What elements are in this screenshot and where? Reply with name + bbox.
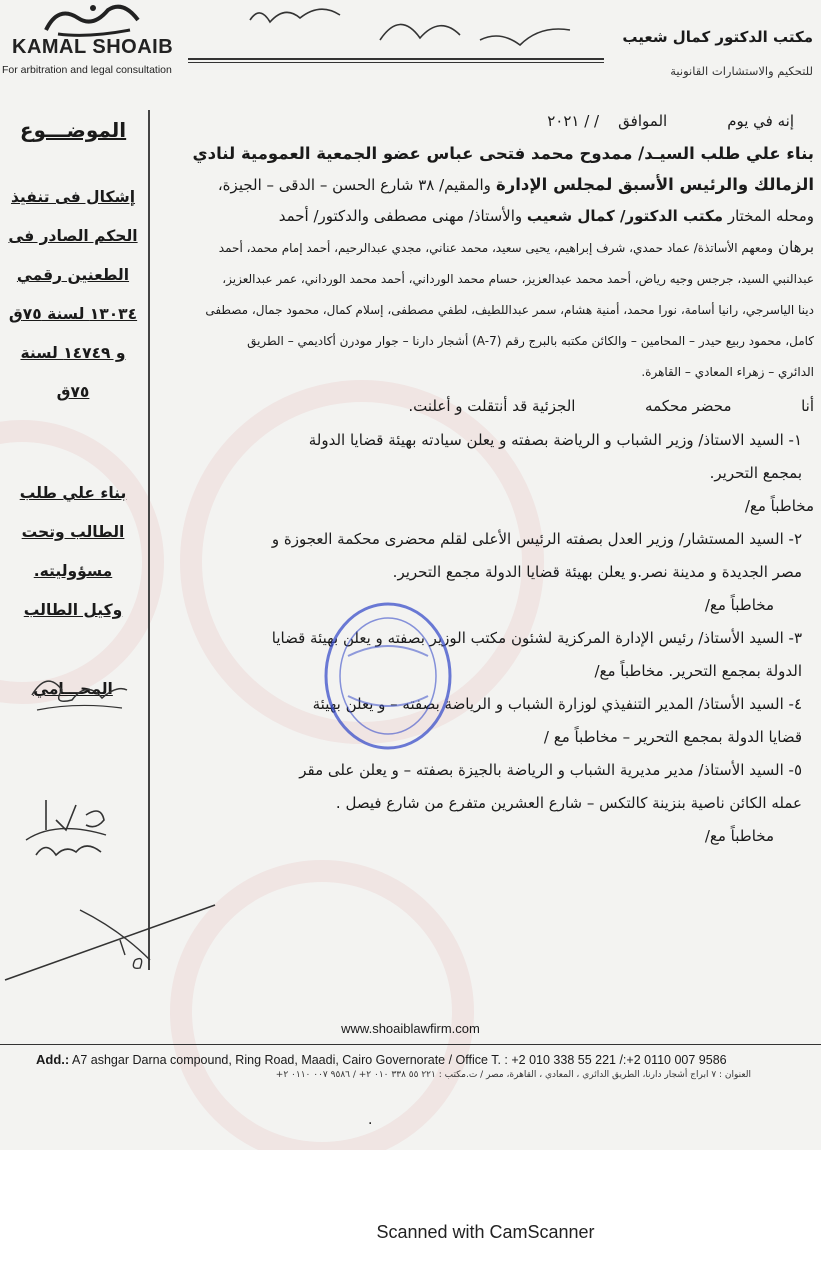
requester-line-3: ومحله المختار مكتب الدكتور/ كمال شعيب والأستاذ/ مهنى مصطفى والدكتور/ أحمد: [278, 207, 814, 225]
subject-sidebar: [2, 118, 144, 709]
recipient-item-2: ٢- السيد المستشار/ وزير العدل بصفته الرئيس الأعلى لقلم محضرى محكمة العجوزة و مصر الجديدة و مدينة نصر.و يعلن بهيئة قضايا الدولة مجمع التحرير. مخاطباً مع/: [271, 530, 802, 614]
requester-line-1: بناء علي طلب السيـد/ ممدوح محمد فتحى عباس عضو الجمعية العمومية لنادي: [192, 144, 814, 163]
lawyers-line-7: كامل، محمود ربيع حيدر – المحامين – والكائن مكتبه بالبرج رقم (A-7) أشجار دارنا – جوار مودرن أكاديمي – الطريق: [247, 334, 814, 348]
logo-calligraphy-icon: [38, 0, 148, 40]
office-subtitle: للتحكيم والاستشارات القانونية: [670, 64, 813, 78]
subject-title: الموضـــوع: [19, 118, 127, 142]
footer-address-ar: العنوان : ٧ ابراج أشجار دارنا، الطريق الدائري ، المعادي ، القاهرة، مصر / ت.مكتب : ٢٢١ ٥٥ ٣٣٨ ٠١٠ ٢+ / ٩٥٨٦ ٠٠٧ ٠١١٠ ٢+: [275, 1070, 751, 1080]
office-name: مكتب الدكتور كمال شعيب: [622, 28, 813, 46]
recipient-item-3: ٣- السيد الأستاذ/ رئيس الإدارة المركزية لشئون مكتب الوزير بصفته و يعلن بهيئة قضايا الدولة بمجمع التحرير. مخاطباً مع/: [271, 629, 802, 680]
footer-divider: [0, 1044, 821, 1045]
lawyer-signature: [22, 660, 132, 720]
subject-text: إشكال فى تنفيذ الحكم الصادر فى الطعنين رقمي ١٣٠٣٤ لسنة ٧٥ق و ١٤٧٤٩ لسنة ٧٥ق: [8, 188, 138, 401]
handwritten-scribble-header: [230, 0, 590, 55]
page-dot: .: [368, 1112, 373, 1128]
bailiff-line: أنا محضر محكمه الجزئية قد أنتقلت و أعلنت.: [408, 397, 814, 415]
logo-tagline: For arbitration and legal consultation: [2, 64, 172, 76]
recipient-item-1: ١- السيد الاستاذ/ وزير الشباب و الرياضة بصفته و يعلن سيادته بهيئة قضايا الدولة بمجمع التحرير. مخاطباً مع/: [308, 431, 814, 515]
handwritten-fee-note: [16, 790, 126, 870]
date-line: إنه في يومالموافق / / ٢٠٢١: [547, 112, 794, 130]
notice-body: [158, 104, 814, 853]
footer-website: www.shoaiblawfirm.com: [341, 1021, 480, 1036]
logo-name: KAMAL SHOAIB: [12, 36, 174, 58]
lawyers-line-5: عبدالنبي السيد، جرجس وجيه رياض، أحمد محمد عبدالعزيز، حسام محمد الورداني، أحمد محمد الورداني، عمر عبدالعزيز،: [222, 272, 814, 286]
request-text: بناء علي طلب الطالب وتحت مسؤوليته. وكيل الطالب المحـــامي: [19, 484, 127, 698]
kamal-shoaib-logo: [2, 0, 192, 80]
header-divider: [188, 58, 604, 60]
margin-rule: [148, 110, 150, 970]
footer-address-en: Add.: A7 ashgar Darna compound, Ring Road, Maadi, Cairo Governorate / Office T. : +2 010 338 55 221 /:+2 0110 007 9586: [36, 1052, 727, 1067]
lawyers-line-6: دينا الياسرجي، رانيا أسامة، نورا محمد، أمنية هشام، سمر عبداللطيف، لطفي مصطفى، إسلام كمال، محمود جمال، مصطفى: [205, 303, 814, 317]
official-stamp: [318, 596, 458, 756]
requester-line-2: الزمالك والرئيس الأسبق لمجلس الإدارة والمقيم/ ٣٨ شارع الحسن – الدقى – الجيزة،: [217, 175, 814, 194]
recipient-item-5: ٥- السيد الأستاذ/ مدير مديرية الشباب و الرياضة بالجيزة بصفته – و يعلن على مقر عمله الكائن ناصية بنزينة كالتكس – شارع العشرين متفرع من شارع فيصل . مخاطباً مع/: [299, 761, 802, 845]
lawyers-line-8: الدائري – زهراء المعادي – القاهرة.: [641, 365, 814, 379]
header-divider-thin: [188, 62, 604, 63]
office-header: [622, 28, 813, 78]
requester-line-4: برهان ومعهم الأساتذة/ عماد حمدي، شرف إبراهيم، يحيى سعيد، محمد عناني، مجدي عبدالرحيم، أحمد إمام محمد، أحمد: [218, 238, 814, 256]
scanner-watermark: Scanned with CamScanner: [376, 1222, 595, 1242]
handwritten-cross-mark: [0, 880, 220, 990]
recipient-item-4: ٤- السيد الأستاذ/ المدير التنفيذي لوزارة الشباب و الرياضة بصفته – و يعلن بهيئة قضايا الدولة بمجمع التحرير – مخاطباً مع /: [312, 695, 802, 746]
